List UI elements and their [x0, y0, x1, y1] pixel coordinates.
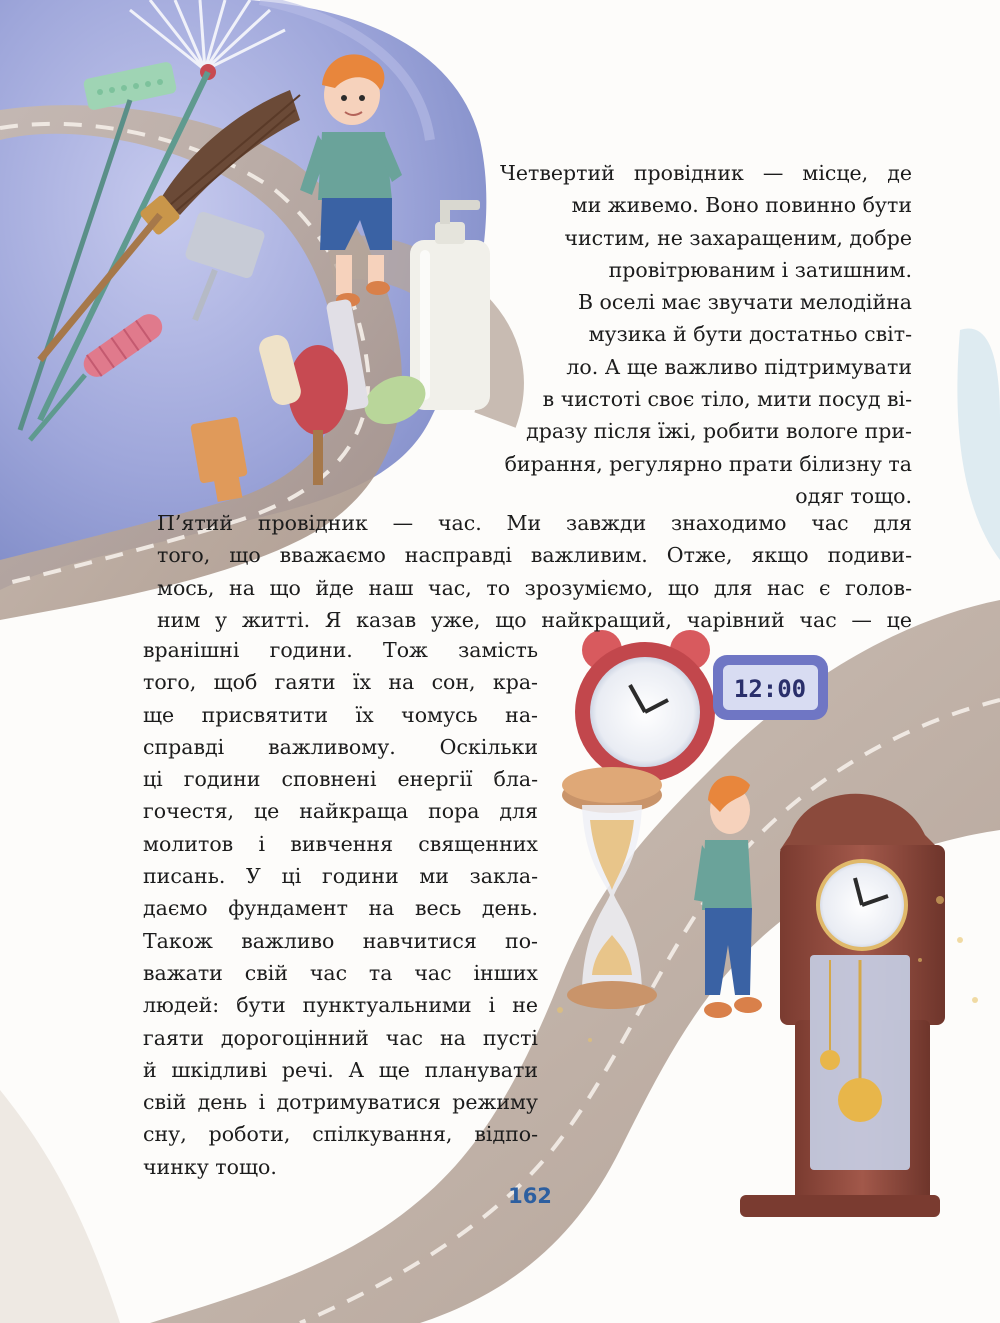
text-line: ним у житті. Я казав уже, що найкращий, чарівний час — це [157, 607, 912, 632]
text-line: музика й бути достатньо світ- [588, 322, 912, 347]
text-line: провітрюваним і затишним. [608, 257, 912, 282]
text-line: справді важливому. Оскільки [143, 734, 538, 759]
text-line: чинку тощо. [143, 1154, 277, 1179]
text-line: важати свій час та час інших [143, 960, 538, 985]
text-line: вранішні години. Тож замість [143, 638, 538, 662]
text-line: свій день і дотримуватися режиму [143, 1090, 538, 1115]
paragraph-fifth-guide-bottom [143, 634, 538, 1183]
text-line: писань. У ці години ми закла- [143, 864, 538, 889]
page-number: 162 [508, 1184, 552, 1208]
text-line: гаяти дорогоцінний час на пусті [143, 1025, 538, 1050]
text-line: ще присвятити їх чомусь на- [143, 702, 538, 727]
text-line: Також важливо навчитися по- [143, 928, 538, 953]
text-line: гочестя, це найкраща пора для [143, 799, 538, 824]
text-line: П’ятий провідник — час. Ми завжди знаходимо час для [157, 511, 912, 535]
text-line: сну, роботи, спілкування, відпо- [143, 1122, 538, 1147]
alarm-clock-art [575, 630, 715, 782]
text-line: в чистоті своє тіло, мити посуд ві- [542, 387, 912, 412]
digital-clock-display: 12:00 [733, 675, 807, 703]
paragraph-fourth-guide [500, 157, 912, 512]
paragraph-fifth-guide-top [157, 507, 912, 636]
text-line: одяг тощо. [795, 483, 912, 508]
text-line: ці години сповнені енергії бла- [143, 767, 538, 792]
text-line: молитов і вивчення священних [143, 831, 538, 856]
text-line: даємо фундамент на весь день. [143, 896, 538, 921]
text-line: ми живемо. Воно повинно бути [571, 193, 912, 218]
text-line: людей: бути пунктуальними і не [143, 993, 538, 1018]
text-line: чистим, не захаращеним, добре [564, 225, 912, 250]
text-line: ло. А ще важливо підтримувати [566, 354, 912, 379]
text-line: мось, на що йде наш час, то зрозуміємо, що для нас є голов- [157, 575, 912, 600]
text-line: того, щоб гаяти їх на сон, кра- [143, 670, 538, 695]
text-line: дразу після їжі, робити вологе при- [526, 419, 912, 444]
text-line: того, що вважаємо насправді важливим. Отже, якщо подиви- [157, 543, 912, 568]
text-line: бирання, регулярно прати білизну та [504, 451, 912, 476]
text-line: В оселі має звучати мелодійна [577, 290, 912, 315]
digital-clock-art [713, 655, 828, 720]
text-line: Четвертий провідник — місце, де [500, 161, 912, 185]
text-line: й шкідливі речі. А ще планувати [143, 1057, 538, 1082]
